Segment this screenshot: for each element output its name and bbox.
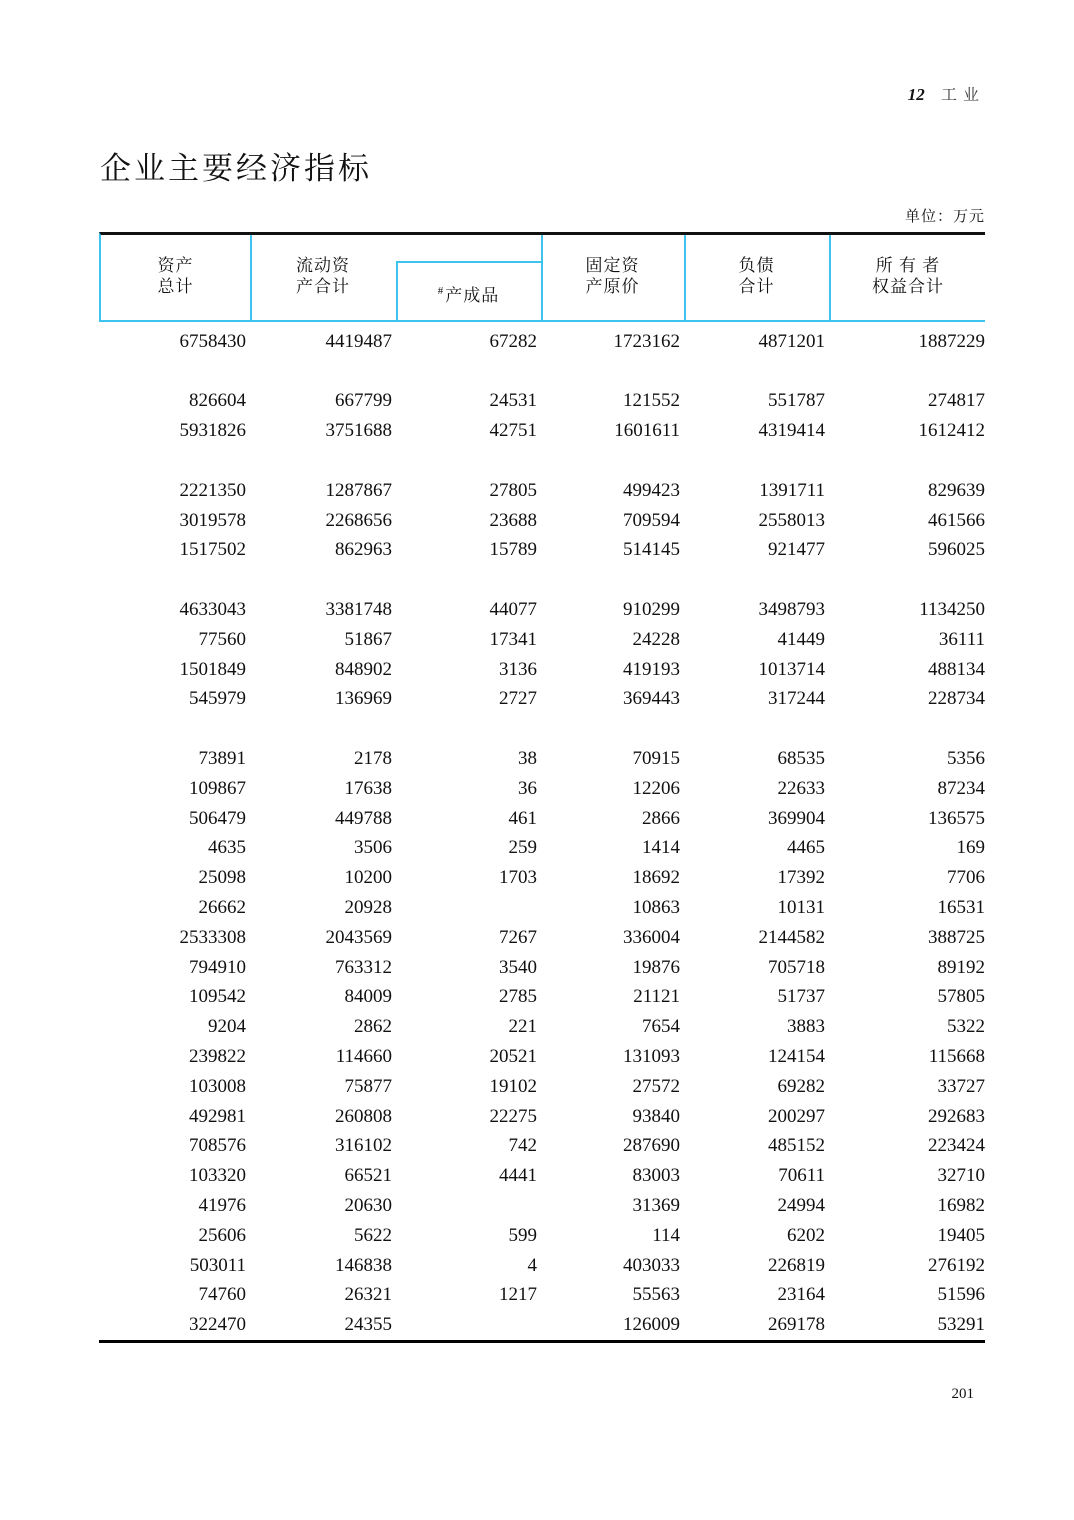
table-cell: 24228	[632, 628, 680, 650]
table-cell: 848902	[335, 658, 392, 680]
table-cell: 2785	[499, 986, 537, 1008]
table-cell: 260808	[335, 1105, 392, 1127]
table-cell: 4419487	[325, 330, 392, 352]
header-line: 总计	[157, 277, 194, 296]
table-cell: 103008	[189, 1075, 246, 1097]
table-cell: 77560	[198, 628, 246, 650]
table-row	[99, 327, 985, 357]
table-cell: 742	[508, 1135, 537, 1157]
table-cell: 336004	[623, 926, 680, 948]
table-cell: 4441	[499, 1165, 537, 1187]
table-cell: 921477	[768, 539, 825, 561]
table-cell: 41976	[198, 1195, 246, 1216]
header-cell-fixed-assets	[541, 235, 684, 320]
table-cell: 276192	[928, 1254, 985, 1276]
header-line: 产成品	[445, 286, 500, 305]
table-row	[99, 387, 985, 417]
table-cell: 862963	[335, 539, 392, 561]
table-cell: 2043569	[325, 926, 392, 948]
table-cell: 69282	[777, 1075, 825, 1097]
indicators-table	[99, 232, 985, 1343]
table-cell	[394, 1191, 539, 1221]
table-cell: 419193	[623, 658, 680, 680]
table-cell: 226819	[768, 1254, 825, 1276]
table-cell: 4633043	[179, 599, 246, 621]
table-cell: 24355	[344, 1314, 392, 1336]
table-cell: 109542	[189, 986, 246, 1008]
table-row	[99, 893, 985, 923]
table-cell: 1287867	[325, 479, 392, 501]
table-header	[99, 232, 985, 322]
table-cell: 763312	[335, 956, 392, 978]
page-title: 企业主要经济指标	[100, 151, 372, 186]
table-cell: 109867	[189, 777, 246, 799]
table-row	[99, 625, 985, 655]
table-cell: 1887229	[918, 330, 985, 352]
table-cell: 126009	[623, 1314, 680, 1336]
table-cell: 7267	[499, 926, 537, 948]
table-cell: 12206	[632, 777, 680, 799]
table-cell: 1134250	[919, 599, 985, 621]
table-cell: 73891	[198, 748, 246, 770]
table-cell: 115668	[928, 1046, 985, 1068]
table-cell: 36111	[938, 628, 985, 650]
table-cell: 32710	[937, 1165, 985, 1187]
table-cell: 84009	[344, 986, 392, 1008]
header-cell-assets-total	[101, 235, 250, 320]
table-cell: 93840	[632, 1105, 680, 1127]
data-table	[99, 327, 985, 1340]
table-cell: 1391711	[759, 479, 825, 501]
table-cell: 87234	[937, 777, 985, 799]
table-cell: 4871201	[758, 330, 825, 352]
table-cell: 6202	[787, 1224, 825, 1246]
table-cell: 114660	[335, 1046, 392, 1068]
table-cell: 2144582	[758, 926, 825, 948]
table-cell: 44077	[489, 599, 537, 621]
table-cell: 26321	[344, 1284, 392, 1306]
table-cell: 19102	[489, 1075, 537, 1097]
header-line: 资产	[157, 256, 194, 275]
table-cell: 794910	[189, 956, 246, 978]
table-cell: 506479	[189, 807, 246, 829]
table-row	[99, 416, 985, 446]
table-cell: 66521	[344, 1165, 392, 1187]
table-row	[99, 1191, 985, 1221]
table-cell: 503011	[189, 1254, 246, 1276]
header-line: 固定资	[585, 256, 640, 275]
table-row	[99, 1161, 985, 1191]
table-row	[99, 1221, 985, 1251]
table-cell: 228734	[928, 688, 985, 710]
table-cell: 4319414	[758, 420, 825, 442]
table-cell: 461	[508, 807, 537, 829]
table-cell: 5356	[947, 748, 985, 770]
table-cell: 25098	[198, 867, 246, 889]
table-cell: 9204	[208, 1016, 246, 1038]
table-cell: 3506	[354, 837, 392, 859]
table-cell: 24994	[777, 1195, 825, 1216]
table-cell: 41449	[777, 628, 825, 650]
table-cell: 599	[508, 1224, 537, 1246]
table-cell: 27805	[489, 479, 537, 501]
table-cell: 708576	[189, 1135, 246, 1157]
table-cell: 239822	[189, 1046, 246, 1068]
table-cell: 17341	[489, 628, 537, 650]
table-body-wrap	[99, 322, 985, 1343]
table-cell: 74760	[198, 1284, 246, 1306]
table-cell: 20928	[344, 897, 392, 919]
table-row	[99, 685, 985, 715]
table-cell: 200297	[768, 1105, 825, 1127]
table-cell: 53291	[937, 1314, 985, 1336]
table-cell: 1501849	[179, 658, 246, 680]
header-line: 所 有 者	[875, 256, 941, 275]
table-row	[99, 1281, 985, 1311]
table-cell: 3498793	[758, 599, 825, 621]
table-cell: 274817	[928, 390, 985, 412]
chapter-title: 工业	[940, 87, 985, 104]
chapter-header	[908, 82, 985, 105]
table-cell: 388725	[928, 926, 985, 948]
table-cell: 26662	[198, 897, 246, 919]
table-cell: 22633	[777, 777, 825, 799]
table-cell: 709594	[623, 509, 680, 531]
table-cell: 15789	[489, 539, 537, 561]
table-cell: 1013714	[758, 658, 825, 680]
table-cell: 33727	[937, 1075, 985, 1097]
table-cell: 103320	[189, 1165, 246, 1187]
table-cell: 7706	[947, 867, 985, 889]
table-cell: 5931826	[179, 420, 246, 442]
table-row	[99, 983, 985, 1013]
table-row	[99, 536, 985, 566]
table-cell: 51867	[344, 628, 392, 650]
table-cell: 16531	[937, 897, 985, 919]
table-cell: 89192	[937, 956, 985, 978]
table-cell: 287690	[623, 1135, 680, 1157]
table-cell: 3381748	[325, 599, 392, 621]
table-cell: 19405	[937, 1224, 985, 1246]
unit-note: 单位：万元	[904, 209, 985, 225]
table-cell: 4	[527, 1254, 537, 1276]
spacer-row	[99, 565, 985, 595]
table-cell: 2862	[354, 1016, 392, 1038]
table-cell: 51596	[937, 1284, 985, 1306]
table-cell: 2866	[642, 807, 680, 829]
table-cell: 70915	[632, 748, 680, 770]
table-cell: 114	[652, 1224, 680, 1246]
table-cell: 6758430	[179, 330, 246, 352]
table-cell: 461566	[928, 509, 985, 531]
table-cell: 5622	[354, 1224, 392, 1246]
table-row	[99, 1042, 985, 1072]
header-line: 负债	[738, 256, 775, 275]
table-cell: 449788	[335, 807, 392, 829]
table-row	[99, 655, 985, 685]
table-cell: 83003	[632, 1165, 680, 1187]
table-cell: 23688	[489, 509, 537, 531]
table-cell: 131093	[623, 1046, 680, 1068]
table-cell: 10131	[777, 897, 825, 919]
table-cell: 3540	[499, 956, 537, 978]
table-cell: 146838	[335, 1254, 392, 1276]
table-row	[99, 476, 985, 506]
table-cell: 16982	[937, 1195, 985, 1216]
table-cell: 369904	[768, 807, 825, 829]
table-row	[99, 1012, 985, 1042]
spacer-cell	[99, 565, 985, 595]
table-cell: 2558013	[758, 509, 825, 531]
table-cell: 499423	[623, 479, 680, 501]
hash-superscript: #	[437, 285, 445, 297]
table-row	[99, 1251, 985, 1281]
table-cell: 19876	[632, 956, 680, 978]
table-cell: 4465	[787, 837, 825, 859]
table-cell: 551787	[768, 390, 825, 412]
table-row	[99, 744, 985, 774]
table-cell: 223424	[928, 1135, 985, 1157]
table-cell: 1723162	[613, 330, 680, 352]
table-cell	[394, 893, 539, 923]
table-cell: 485152	[768, 1135, 825, 1157]
table-cell: 70611	[778, 1165, 825, 1187]
table-cell: 317244	[768, 688, 825, 710]
header-cell-current-assets	[250, 235, 396, 320]
table-cell: 21121	[633, 986, 680, 1008]
spacer-row	[99, 446, 985, 476]
table-cell: 121552	[623, 390, 680, 412]
table-cell: 292683	[928, 1105, 985, 1127]
table-row	[99, 863, 985, 893]
table-cell: 136575	[928, 807, 985, 829]
table-cell: 7654	[642, 1016, 680, 1038]
spacer-row	[99, 357, 985, 387]
table-cell: 2268656	[325, 509, 392, 531]
table-cell: 38	[518, 748, 537, 770]
table-cell: 75877	[344, 1075, 392, 1097]
table-cell: 42751	[489, 420, 537, 442]
table-cell: 136969	[335, 688, 392, 710]
table-row	[99, 1310, 985, 1340]
header-line: 产原价	[585, 277, 640, 296]
table-row	[99, 953, 985, 983]
table-cell: 221	[508, 1016, 537, 1038]
table-cell: 2727	[499, 688, 537, 710]
table-row	[99, 506, 985, 536]
table-cell: 3019578	[179, 509, 246, 531]
table-cell: 55563	[632, 1284, 680, 1306]
table-cell: 492981	[189, 1105, 246, 1127]
table-cell: 1601611	[614, 420, 680, 442]
table-cell: 545979	[189, 688, 246, 710]
table-cell: 10200	[344, 867, 392, 889]
table-row	[99, 1132, 985, 1162]
table-cell: 2221350	[179, 479, 246, 501]
table-row	[99, 1072, 985, 1102]
table-body	[99, 327, 985, 1340]
header-line: 产合计	[296, 277, 350, 296]
spacer-cell	[99, 357, 985, 387]
spacer-cell	[99, 714, 985, 744]
table-cell: 20521	[489, 1046, 537, 1068]
table-cell: 514145	[623, 539, 680, 561]
header-cell-finished-goods	[396, 235, 541, 320]
table-cell: 910299	[623, 599, 680, 621]
table-cell: 57805	[937, 986, 985, 1008]
table-cell: 31369	[632, 1195, 680, 1216]
table-cell: 17638	[344, 777, 392, 799]
table-cell: 259	[508, 837, 537, 859]
header-line: 权益合计	[872, 277, 944, 296]
table-cell: 2178	[354, 748, 392, 770]
table-cell: 5322	[947, 1016, 985, 1038]
table-cell	[394, 1310, 539, 1340]
table-cell: 3883	[787, 1016, 825, 1038]
table-cell: 3751688	[325, 420, 392, 442]
header-line: 合计	[738, 277, 775, 296]
table-cell: 67282	[489, 330, 537, 352]
page-number: 201	[951, 1386, 974, 1402]
table-cell: 10863	[632, 897, 680, 919]
table-cell: 1414	[642, 837, 680, 859]
table-cell: 18692	[632, 867, 680, 889]
table-cell: 22275	[489, 1105, 537, 1127]
table-cell: 20630	[344, 1195, 392, 1216]
table-cell: 17392	[777, 867, 825, 889]
table-cell: 27572	[632, 1075, 680, 1097]
table-cell: 1217	[499, 1284, 537, 1306]
header-cell-liabilities	[684, 235, 829, 320]
table-row	[99, 923, 985, 953]
spacer-cell	[99, 446, 985, 476]
table-cell: 1703	[499, 867, 537, 889]
table-cell: 488134	[928, 658, 985, 680]
table-cell: 24531	[489, 390, 537, 412]
header-line: 流动资	[296, 256, 350, 275]
table-cell: 169	[956, 837, 985, 859]
table-cell: 826604	[189, 390, 246, 412]
table-cell: 3136	[499, 658, 537, 680]
header-cell-owner-equity	[829, 235, 987, 320]
table-cell: 369443	[623, 688, 680, 710]
table-cell: 667799	[335, 390, 392, 412]
table-row	[99, 834, 985, 864]
table-cell: 829639	[928, 479, 985, 501]
chapter-number: 12	[907, 85, 925, 104]
table-row	[99, 804, 985, 834]
table-cell: 124154	[768, 1046, 825, 1068]
table-cell: 51737	[777, 986, 825, 1008]
table-row	[99, 595, 985, 625]
table-cell: 36	[518, 777, 537, 799]
table-cell: 705718	[768, 956, 825, 978]
table-cell: 322470	[189, 1314, 246, 1336]
table-row	[99, 1102, 985, 1132]
table-cell: 596025	[928, 539, 985, 561]
table-cell: 25606	[198, 1224, 246, 1246]
table-row	[99, 774, 985, 804]
table-cell: 68535	[777, 748, 825, 770]
table-cell: 2533308	[179, 926, 246, 948]
table-cell: 1612412	[918, 420, 985, 442]
table-cell: 403033	[623, 1254, 680, 1276]
table-cell: 316102	[335, 1135, 392, 1157]
spacer-row	[99, 714, 985, 744]
table-cell: 269178	[768, 1314, 825, 1336]
table-cell: 23164	[777, 1284, 825, 1306]
table-cell: 4635	[208, 837, 246, 859]
table-cell: 1517502	[179, 539, 246, 561]
